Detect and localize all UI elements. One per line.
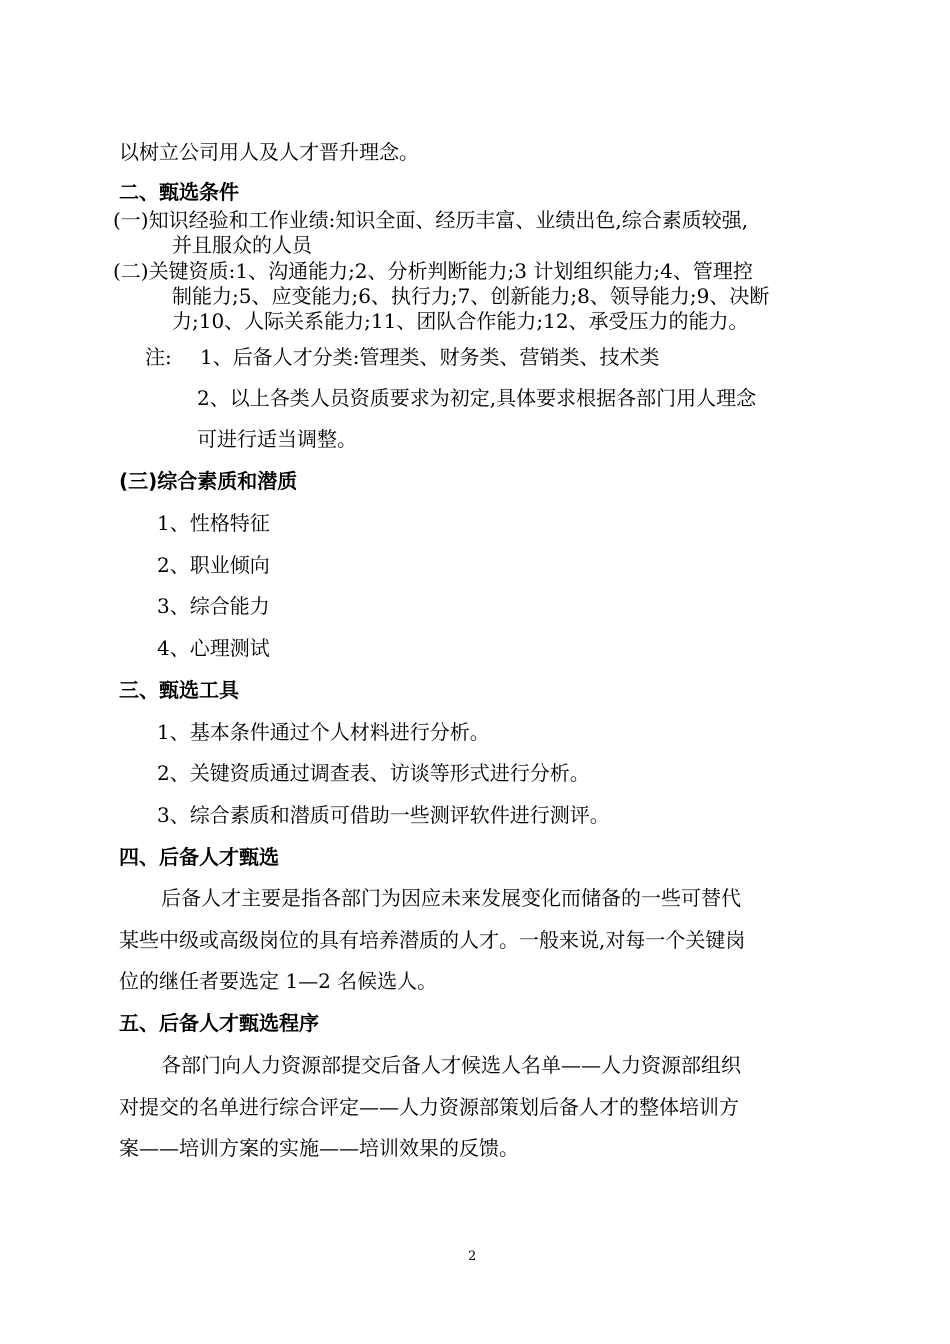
section-4-heading: 四、后备人才甄选 — [119, 845, 279, 869]
note-line-1: 1、后备人才分类:管理类、财务类、营销类、技术类 — [200, 345, 660, 369]
paragraph-line: 案——培训方案的实施——培训效果的反馈。 — [119, 1136, 519, 1160]
list-item: 2、职业倾向 — [157, 553, 270, 577]
list-item: 3、综合素质和潜质可借助一些测评软件进行测评。 — [157, 803, 610, 827]
list-item: 3、综合能力 — [157, 594, 270, 618]
paragraph-line: 对提交的名单进行综合评定——人力资源部策划后备人才的整体培训方 — [119, 1095, 739, 1119]
note-line-2: 2、以上各类人员资质要求为初定,具体要求根据各部门用人理念 — [197, 386, 757, 410]
criteria-3-heading: (三)综合素质和潜质 — [119, 469, 298, 493]
section-3-heading: 三、甄选工具 — [119, 678, 239, 702]
paragraph-line: 各部门向人力资源部提交后备人才候选人名单——人力资源部组织 — [161, 1053, 741, 1077]
page-number: 2 — [468, 1249, 477, 1264]
note-label: 注: — [145, 345, 172, 369]
section-5-heading: 五、后备人才甄选程序 — [119, 1011, 319, 1035]
list-item: 2、关键资质通过调查表、访谈等形式进行分析。 — [157, 761, 590, 785]
criteria-2-line-2: 制能力;5、应变能力;6、执行力;7、创新能力;8、领导能力;9、决断 — [172, 284, 770, 308]
criteria-1-line-1: (一)知识经验和工作业绩:知识全面、经历丰富、业绩出色,综合素质较强, — [113, 208, 749, 232]
list-item: 4、心理测试 — [157, 636, 270, 660]
list-item: 1、性格特征 — [157, 511, 270, 535]
paragraph-line: 位的继任者要选定 1—2 名候选人。 — [119, 969, 438, 993]
paragraph-line: 后备人才主要是指各部门为因应未来发展变化而储备的一些可替代 — [161, 886, 741, 910]
criteria-2-line-3: 力;10、人际关系能力;11、团队合作能力;12、承受压力的能力。 — [172, 309, 749, 333]
criteria-2-line-1: (二)关键资质:1、沟通能力;2、分析判断能力;3 计划组织能力;4、管理控 — [113, 259, 753, 283]
criteria-1-line-2: 并且服众的人员 — [172, 233, 312, 257]
intro-text: 以树立公司用人及人才晋升理念。 — [119, 140, 419, 164]
note-line-3: 可进行适当调整。 — [197, 427, 357, 451]
paragraph-line: 某些中级或高级岗位的具有培养潜质的人才。一般来说,对每一个关键岗 — [119, 928, 746, 952]
section-2-heading: 二、甄选条件 — [119, 180, 239, 204]
list-item: 1、基本条件通过个人材料进行分析。 — [157, 720, 490, 744]
